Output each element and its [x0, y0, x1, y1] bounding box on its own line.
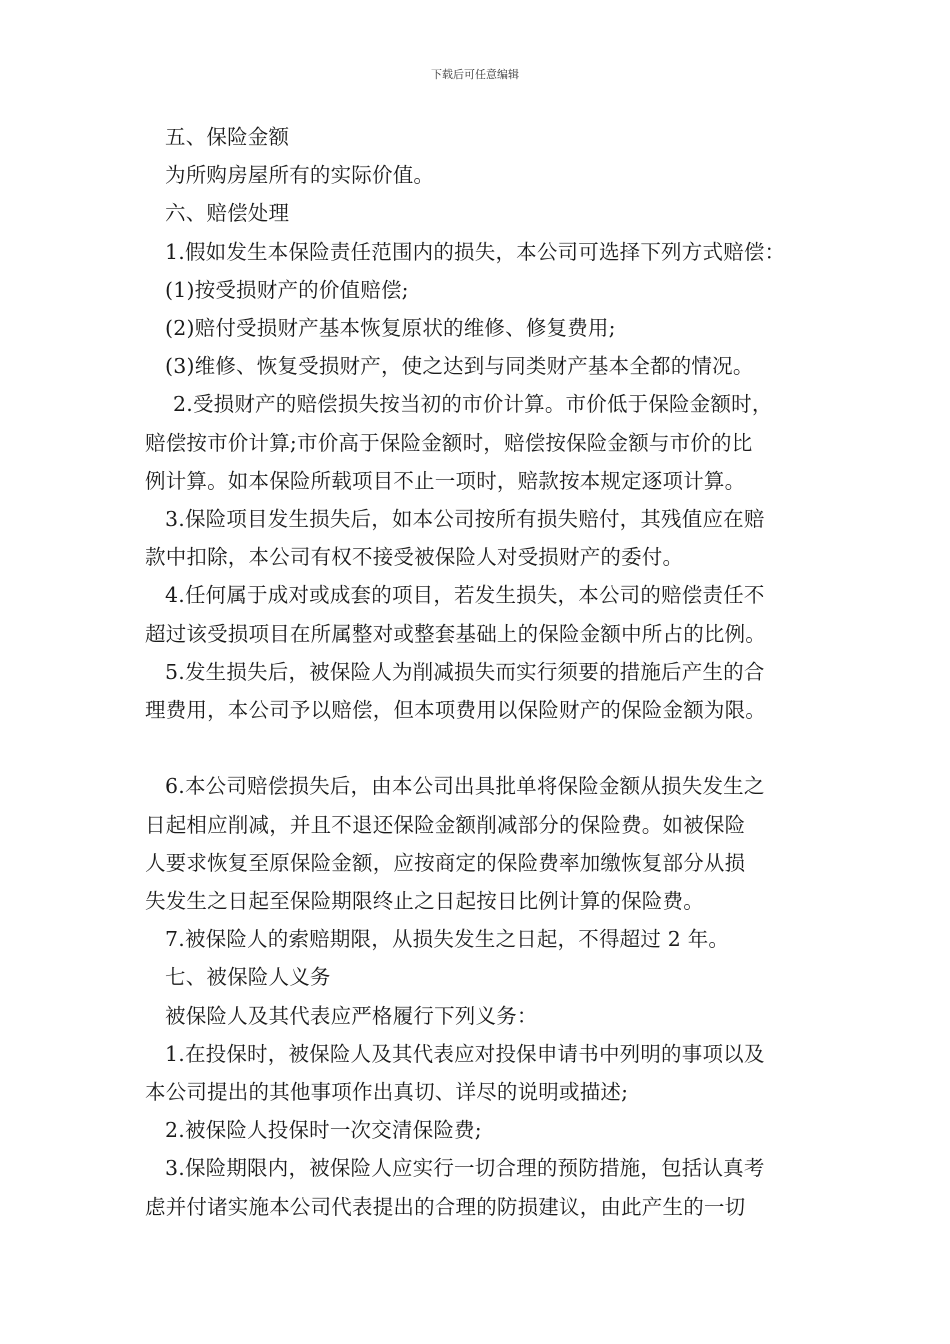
paragraph-line: 3.保险期限内，被保险人应实行一切合理的预防措施，包括认真考	[165, 1156, 765, 1181]
paragraph-line: 1.假如发生本保险责任范围内的损失，本公司可选择下列方式赔偿：	[165, 239, 786, 264]
document-body	[145, 118, 825, 1226]
paragraph-line: 2.受损财产的赔偿损失按当初的市价计算。市价低于保险金额时，	[173, 392, 773, 417]
paragraph-line: 4.任何属于成对或成套的项目，若发生损失，本公司的赔偿责任不	[165, 583, 765, 608]
page-header: 下载后可任意编辑	[431, 68, 519, 81]
paragraph-line: 本公司提出的其他事项作出真切、详尽的说明或描述;	[145, 1080, 629, 1105]
paragraph-line	[145, 729, 825, 767]
paragraph-line: (1)按受损财产的价值赔偿;	[165, 277, 409, 302]
paragraph-line: 赔偿按市价计算;市价高于保险金额时，赔偿按保险金额与市价的比	[145, 430, 753, 455]
paragraph-line: 理费用，本公司予以赔偿，但本项费用以保险财产的保险金额为限。	[145, 698, 766, 723]
paragraph-line: 被保险人及其代表应严格履行下列义务：	[165, 1003, 538, 1028]
paragraph-line: 1.在投保时，被保险人及其代表应对投保申请书中列明的事项以及	[165, 1041, 765, 1066]
paragraph-line: (2)赔付受损财产基本恢复原状的维修、修复费用;	[165, 316, 616, 341]
paragraph-line: 失发生之日起至保险期限终止之日起按日比例计算的保险费。	[145, 889, 704, 914]
paragraph-line: 虑并付诸实施本公司代表提出的合理的防损建议，由此产生的一切	[145, 1194, 746, 1219]
paragraph-line: 6.本公司赔偿损失后，由本公司出具批单将保险金额从损失发生之	[165, 774, 765, 799]
paragraph-line: 为所购房屋所有的实际价值。	[165, 163, 435, 188]
paragraph-line: 7.被保险人的索赔期限，从损失发生之日起，不得超过 2 年。	[165, 927, 730, 952]
paragraph-line: 五、保险金额	[165, 125, 290, 149]
paragraph-line: 例计算。如本保险所载项目不止一项时，赔款按本规定逐项计算。	[145, 468, 746, 493]
paragraph-line: 人要求恢复至原保险金额，应按商定的保险费率加缴恢复部分从损	[145, 850, 746, 875]
paragraph-line: 七、被保险人义务	[165, 965, 331, 990]
paragraph-line: 超过该受损项目在所属整对或整套基础上的保险金额中所占的比例。	[145, 621, 766, 646]
paragraph-line: 3.保险项目发生损失后，如本公司按所有损失赔付，其残值应在赔	[165, 507, 765, 532]
paragraph-line: 5.发生损失后，被保险人为削减损失而实行须要的措施后产生的合	[165, 659, 765, 684]
paragraph-line: 日起相应削减，并且不退还保险金额削减部分的保险费。如被保险	[145, 812, 746, 837]
paragraph-line: 款中扣除，本公司有权不接受被保险人对受损财产的委付。	[145, 545, 684, 570]
paragraph-line: (3)维修、恢复受损财产，使之达到与同类财产基本全都的情况。	[165, 354, 754, 379]
paragraph-line: 2.被保险人投保时一次交清保险费;	[165, 1118, 482, 1143]
paragraph-line: 六、赔偿处理	[165, 201, 290, 226]
